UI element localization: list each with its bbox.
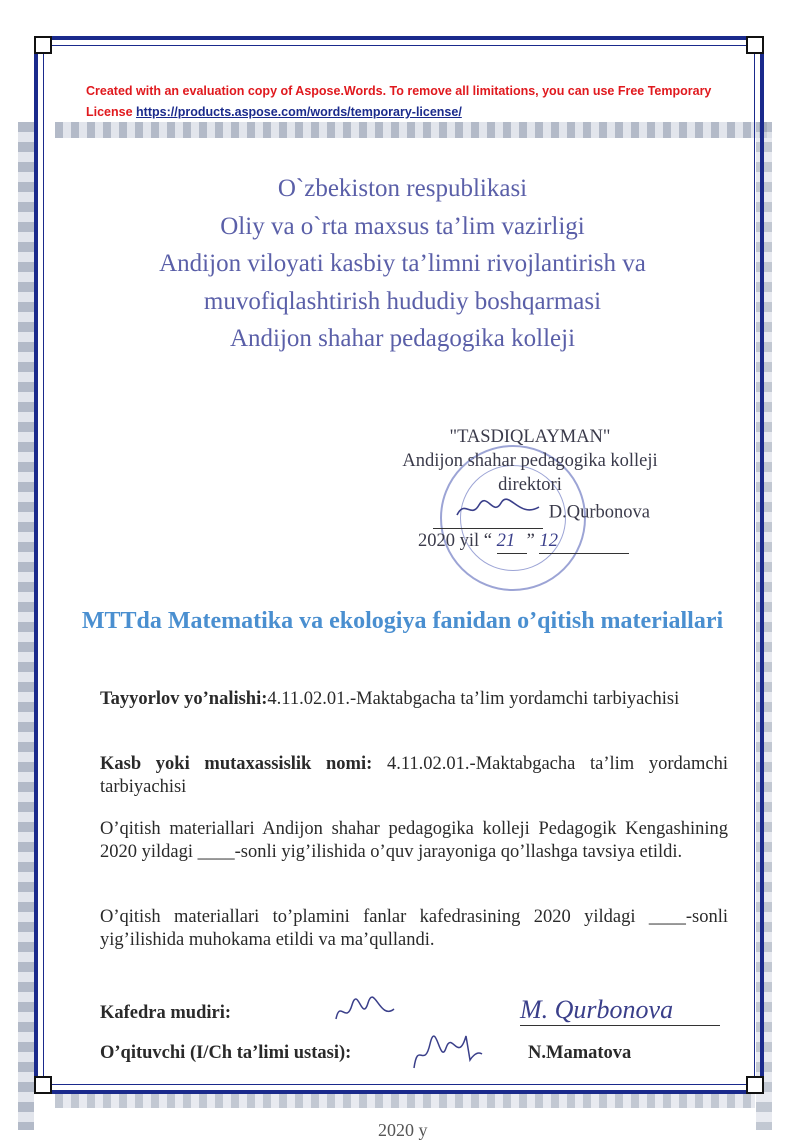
license-link[interactable]: https://products.aspose.com/words/temporary-license/ [136,105,462,119]
next-page-fragment: 2020 y [378,1120,428,1140]
paragraph-approval-discussion: O’qitish materiallari to’plamini fanlar kafedrasining 2020 yildagi ____-sonli yig’ilishida muhokama etildi va ma’qullandi. [100,907,728,950]
paragraph-recommendation: O’qitish materiallari Andijon shahar pedagogika kolleji Pedagogik Kengashining 2020 yildagi ____-sonli yig’ilishida o’quv jarayoniga qo’llashga tavsiya etildi. [100,819,728,862]
approval-date-month: 12 [539,529,629,554]
department-head-signature [330,995,400,1029]
frame-corner-bottom-right [746,1076,764,1094]
evaluation-notice [86,81,746,123]
direction-value: 4.11.02.01.-Maktabgacha ta’lim yordamchi tarbiyachisi [267,689,680,709]
paragraph-profession [100,753,728,799]
frame-corner-top-right [746,36,764,54]
signature-line [433,497,543,529]
header-ministry: Oliy va o`rta maxsus ta’lim vazirligi [220,212,585,240]
header-administration: muvofiqlashtirish hududiy boshqarmasi [203,287,602,315]
approval-org: Andijon shahar pedagogika kolleji [402,451,658,471]
evaluation-notice-text: Created with an evaluation copy of Aspose.Words. To remove all limitations, you can use Free Temporary License [86,84,712,119]
approval-signature-row [360,497,700,529]
approval-name: D.Qurbonova [548,502,650,523]
department-head-label: Kafedra mudiri: [100,1003,232,1023]
decorative-border-left [18,122,34,1130]
teacher-signature [410,1030,486,1074]
approval-label: "TASDIQLAYMAN" [449,427,611,447]
frame-corner-top-left [34,36,52,54]
decorative-border-bottom [55,1094,755,1108]
header-country: O`zbekiston respublikasi [277,175,528,202]
teacher-label: O’qituvchi (I/Ch ta’limi ustasi): [100,1043,352,1063]
approval-date-prefix: 2020 yil “ [418,531,492,551]
approval-date: 2020 yil “ 21 ” 12 [360,529,700,554]
header-college: Andijon shahar pedagogika kolleji [229,325,576,352]
profession-value: 4.11.02.01.-Maktabgacha ta’lim yordamchi tarbiyachisi [100,754,728,797]
director-signature [453,497,543,521]
frame-corner-bottom-left [34,1076,52,1094]
document-header [60,170,745,358]
direction-label: Tayyorlov yo’nalishi: [100,689,268,709]
approval-date-day: 21 [497,529,527,554]
approval-role: direktori [498,475,562,495]
teacher-name: N.Mamatova [528,1043,632,1063]
approval-block [360,425,700,554]
profession-label: Kasb yoki mutaxassislik nomi: [100,754,373,774]
document-title: MTTda Matematika va ekologiya fanidan o’qitish materiallari [81,608,724,634]
paragraph-direction [100,688,728,711]
header-region: Andijon viloyati kasbiy ta’limni rivojlantirish va [159,250,646,277]
department-head-name-handwritten: M. Qurbonova [520,995,720,1026]
